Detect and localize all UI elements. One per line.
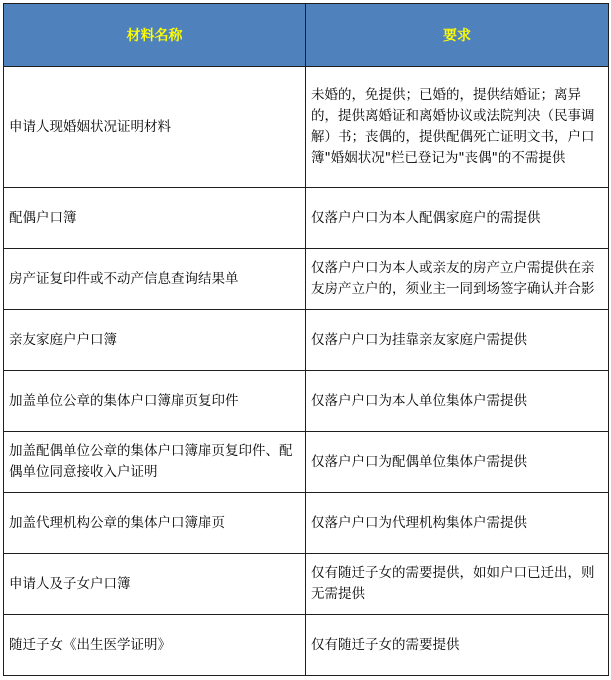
material-cell: 加盖单位公章的集体户口簿扉页复印件: [4, 371, 306, 432]
table-row: [4, 432, 609, 493]
requirement-cell: 仅有随迁子女的需要提供，如如户口已迁出，则无需提供: [306, 554, 609, 615]
header-requirement: 要求: [306, 4, 609, 67]
material-cell: 亲友家庭户户口簿: [4, 310, 306, 371]
requirement-cell: 仅落户户口为配偶单位集体户需提供: [306, 432, 609, 493]
table-row: [4, 615, 609, 676]
requirement-cell: 仅落户户口为挂靠亲友家庭户需提供: [306, 310, 609, 371]
table-row: [4, 371, 609, 432]
table-row: [4, 67, 609, 188]
material-cell: 加盖配偶单位公章的集体户口簿扉页复印件、配偶单位同意接收入户证明: [4, 432, 306, 493]
material-cell: 房产证复印件或不动产信息查询结果单: [4, 249, 306, 310]
material-cell: 随迁子女《出生医学证明》: [4, 615, 306, 676]
requirement-cell: 仅落户户口为本人配偶家庭户的需提供: [306, 188, 609, 249]
material-cell: 申请人现婚姻状况证明材料: [4, 67, 306, 188]
materials-table: [3, 3, 609, 676]
material-cell: 申请人及子女户口簿: [4, 554, 306, 615]
requirement-cell: 仅落户户口为本人单位集体户需提供: [306, 371, 609, 432]
table-row: [4, 554, 609, 615]
table-row: [4, 310, 609, 371]
requirement-cell: 仅有随迁子女的需要提供: [306, 615, 609, 676]
header-material-name: 材料名称: [4, 4, 306, 67]
table-row: [4, 249, 609, 310]
table-row: [4, 188, 609, 249]
requirement-cell: 仅落户户口为代理机构集体户需提供: [306, 493, 609, 554]
table-row: [4, 493, 609, 554]
material-cell: 加盖代理机构公章的集体户口簿扉页: [4, 493, 306, 554]
requirement-cell: 仅落户户口为本人或亲友的房产立户需提供在亲友房产立户的，须业主一同到场签字确认并合影: [306, 249, 609, 310]
table-header-row: [4, 4, 609, 67]
material-cell: 配偶户口簿: [4, 188, 306, 249]
requirement-cell: 未婚的，免提供；已婚的，提供结婚证；离异的，提供离婚证和离婚协议或法院判决（民事调解）书；丧偶的，提供配偶死亡证明文书，户口簿"婚姻状况"栏已登记为"丧偶"的不需提供: [306, 67, 609, 188]
